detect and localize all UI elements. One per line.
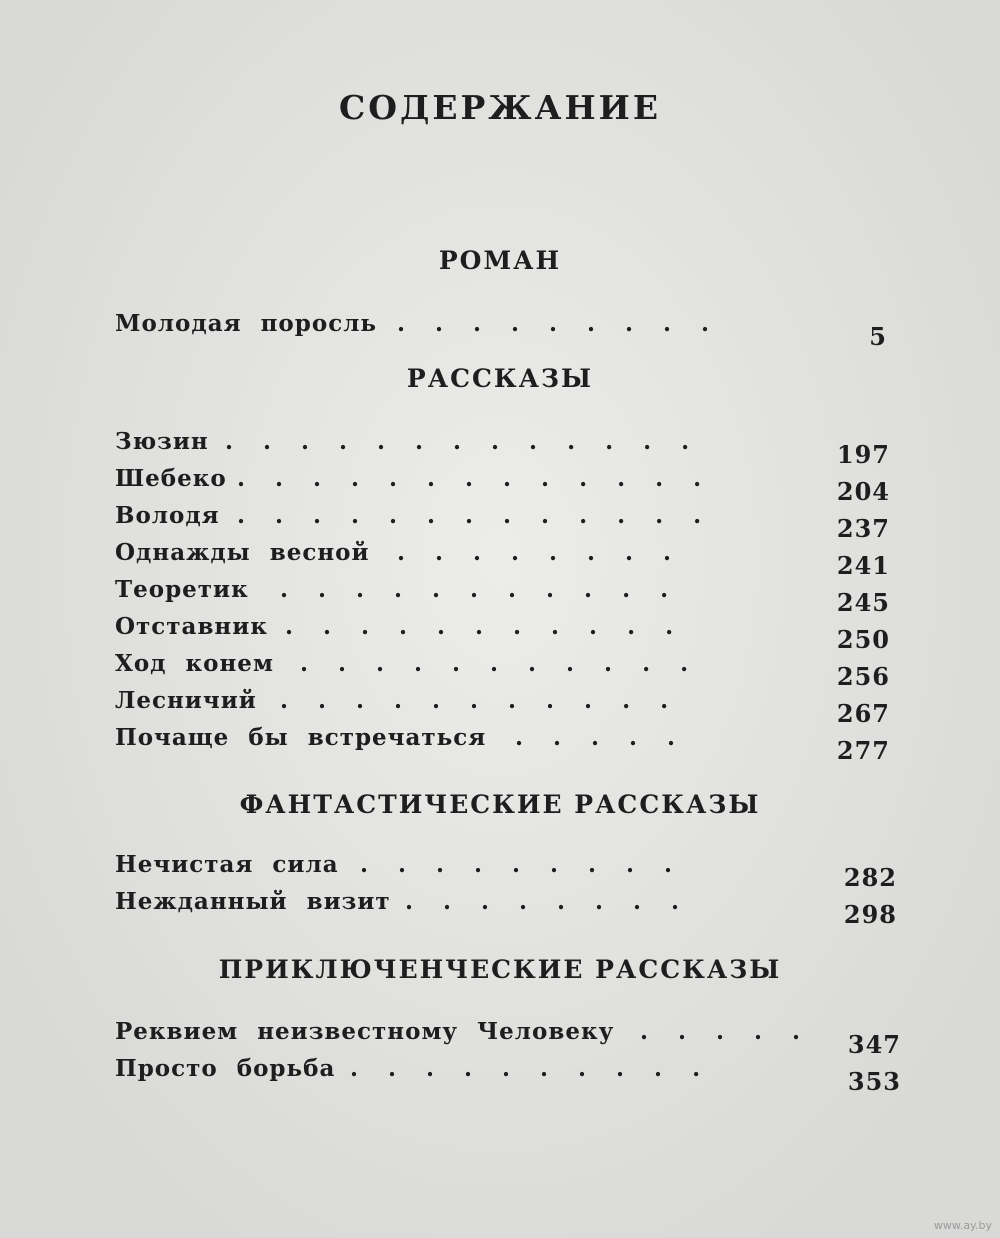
toc-entry-title: Ход конем [115, 650, 274, 677]
toc-entry-page: 245 [836, 588, 890, 617]
toc-entry-title: Зюзин [115, 428, 209, 455]
toc-entry-title: Нечистая сила [115, 851, 339, 878]
toc-entry-title: Отставник [115, 613, 268, 640]
toc-leader-dots: ........... [285, 613, 704, 640]
toc-leader-dots: ........... [280, 687, 699, 714]
section-heading-novel: РОМАН [438, 246, 562, 275]
toc-entry-title: Почаще бы встречаться [115, 724, 487, 751]
toc-leader-dots: ......... [397, 310, 740, 337]
toc-entry-title: Нежданный визит [115, 888, 391, 915]
toc-leader-dots: ..... [640, 1018, 831, 1045]
section-heading-fantasy-stories: ФАНТАСТИЧЕСКИЕ РАССКАЗЫ [239, 790, 761, 819]
toc-entry-title: Просто борьба [115, 1055, 336, 1082]
section-heading-adventure-stories: ПРИКЛЮЧЕНЧЕСКИЕ РАССКАЗЫ [218, 955, 782, 984]
toc-entry-page: 347 [847, 1030, 901, 1059]
toc-entry-title: Молодая поросль [115, 310, 378, 337]
page-title: СОДЕРЖАНИЕ [338, 88, 661, 127]
toc-leader-dots: ........... [280, 576, 699, 603]
toc-entry-page: 250 [836, 625, 890, 654]
toc-leader-dots: ............. [237, 502, 732, 529]
toc-entry-title: Лесничий [115, 687, 257, 714]
toc-entry-title: Реквием неизвестному Человеку [115, 1018, 615, 1045]
toc-entry-page: 353 [847, 1067, 901, 1096]
toc-entry-title: Однажды весной [115, 539, 370, 566]
toc-entry-page: 282 [843, 863, 897, 892]
toc-entry-page: 267 [836, 699, 890, 728]
section-heading-stories: РАССКАЗЫ [406, 364, 594, 393]
toc-leader-dots: ............. [237, 465, 732, 492]
watermark: www.ay.by [933, 1219, 992, 1232]
toc-leader-dots: ......... [360, 851, 703, 878]
toc-leader-dots: ..... [515, 724, 706, 751]
toc-entry-title: Володя [115, 502, 220, 529]
toc-entry-page: 237 [836, 514, 890, 543]
toc-leader-dots: ........ [397, 539, 702, 566]
toc-leader-dots: .......... [350, 1055, 731, 1082]
toc-entry-page: 241 [836, 551, 890, 580]
toc-entry-page: 298 [843, 900, 897, 929]
toc-entry-page: 256 [836, 662, 890, 691]
toc-entry-title: Теоретик [115, 576, 249, 603]
toc-leader-dots: ........ [405, 888, 710, 915]
toc-entry-page: 197 [836, 440, 890, 469]
toc-leader-dots: ........... [300, 650, 719, 677]
toc-entry-page: 204 [836, 477, 890, 506]
toc-entry-page: 277 [836, 736, 890, 765]
toc-leader-dots: ............. [225, 428, 720, 455]
toc-entry-page: 5 [869, 322, 887, 351]
toc-entry-title: Шебеко [115, 465, 227, 492]
